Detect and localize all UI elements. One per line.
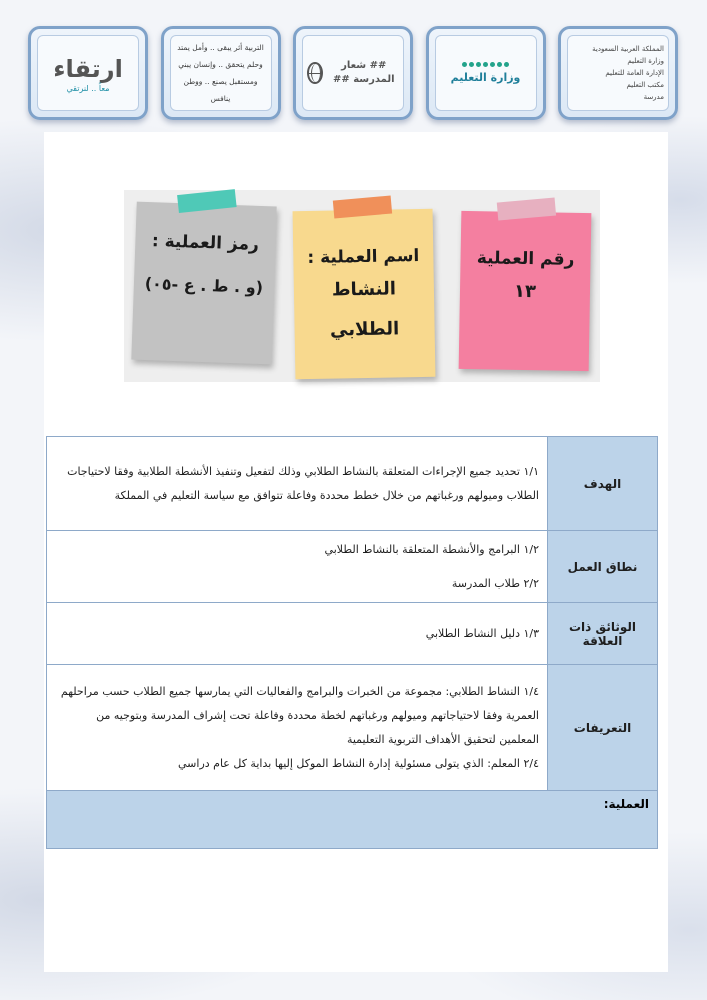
ministry-line: مدرسة: [643, 93, 664, 101]
ministry-line: وزارة التعليم: [627, 57, 664, 65]
process-name-note: [293, 209, 436, 379]
procedure-table: [46, 436, 658, 849]
scope-item: ٢/٢ طلاب المدرسة: [451, 576, 539, 590]
documents-text: ١/٣ دليل النشاط الطلابي: [47, 603, 548, 665]
definitions-header: التعريفات: [548, 665, 658, 791]
motto-line: ومستقبل يصنع .. ووطن ينافس: [183, 77, 258, 103]
documents-header: الوثائق ذات العلاقة: [548, 603, 658, 665]
definition-item: ١/٤ النشاط الطلابي: مجموعة من الخبرات والبرامج والفعاليات التي يمارسها جميع الطلاب حسب مراحلهم العمرية وفقا لاحتياجاتهم وميولهم ورغباتهم لخطة محددة وفاعلة تحت إشراف المدرسة وبتوجيه من المعلمين لتحقيق الأهداف التربوية التعليمية: [60, 684, 539, 746]
process-code-note: [131, 202, 276, 365]
process-name-value-line1: النشاط: [331, 278, 397, 301]
irtiqa-tagline: معاً .. لنرتقي: [66, 83, 110, 93]
scope-item: ١/٢ البرامج والأنشطة المتعلقة بالنشاط الطلابي: [324, 542, 539, 556]
motto-line: التربية أثر يبقى .. وأمل يمتد: [177, 43, 264, 52]
definitions-cell: [47, 665, 548, 791]
process-code-value: (و . ط . ع -٠٥): [144, 273, 264, 298]
tape-decoration: [497, 198, 556, 221]
ministry-line: مكتب التعليم: [626, 81, 664, 89]
process-name-value-line2: الطلابي: [329, 318, 400, 341]
process-header: العملية:: [47, 791, 658, 849]
moe-logo-text: وزارة التعليم: [450, 71, 521, 84]
irtiqa-logo: ارتقاء: [53, 54, 123, 83]
scope-cell: [47, 531, 548, 603]
definition-item: ٢/٤ المعلم: الذي يتولى مسئولية إدارة النشاط الموكل إليها بداية كل عام دراسي: [178, 756, 539, 770]
moe-emblem-icon: [462, 62, 509, 67]
table-row-process: [47, 791, 658, 849]
goal-text: ١/١ تحديد جميع الإجراءات المتعلقة بالنشاط الطلابي وذلك لتفعيل وتنفيذ الأنشطة الطلابية وفقا لاحتياجات الطلاب وميولهم ورغباتهم من خلال خطط محددة وفاعلة تتوافق مع سياسة التعليم في المملكة: [47, 437, 548, 531]
process-number-note: [459, 211, 592, 371]
header-logos: [28, 26, 678, 122]
irtiqa-logo-card: [28, 26, 148, 120]
process-number-value: ١٣: [513, 280, 537, 303]
table-row-definitions: [47, 665, 658, 791]
ministry-line: المملكة العربية السعودية: [592, 45, 664, 53]
scope-header: نطاق العمل: [548, 531, 658, 603]
process-name-label: اسم العملية :: [307, 246, 420, 268]
school-slogan-card: [293, 26, 413, 120]
tape-decoration: [177, 189, 237, 213]
tape-decoration: [333, 196, 392, 219]
table-row-scope: [47, 531, 658, 603]
ministry-info-card: [558, 26, 678, 120]
process-number-label: رقم العملية: [476, 248, 575, 270]
motto-line: وحلم يتحقق .. وإنسان يبني: [178, 60, 263, 69]
process-code-label: رمز العملية :: [151, 231, 260, 255]
moe-logo-card: [426, 26, 546, 120]
motto-card: [161, 26, 281, 120]
globe-icon: [307, 62, 323, 84]
school-slogan-text: ## شعار المدرسة ##: [332, 60, 395, 85]
table-row-documents: [47, 603, 658, 665]
table-row-goal: [47, 437, 658, 531]
process-notes: [124, 190, 600, 382]
goal-header: الهدف: [548, 437, 658, 531]
ministry-line: الإدارة العامة للتعليم: [605, 69, 664, 77]
